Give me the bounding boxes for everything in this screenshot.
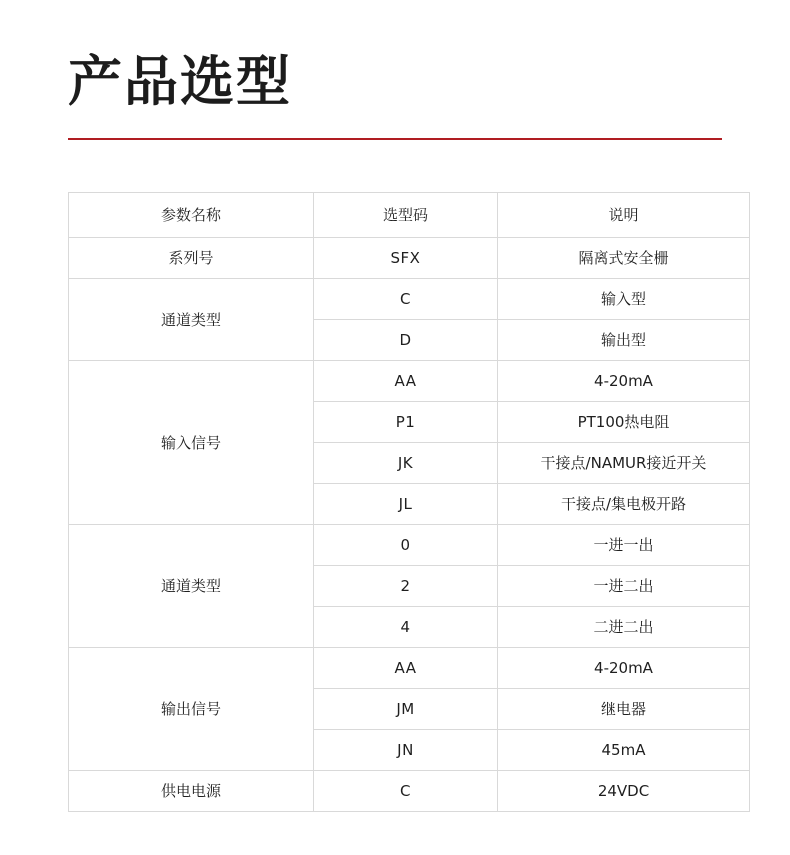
table-row xyxy=(69,770,750,811)
page-title: 产品选型 xyxy=(68,50,292,113)
selection-code: JL xyxy=(314,483,498,524)
selection-description: 干接点/集电极开路 xyxy=(498,483,750,524)
selection-code: 2 xyxy=(314,565,498,606)
selection-description: 输出型 xyxy=(498,319,750,360)
table-row xyxy=(69,524,750,565)
selection-description: PT100热电阻 xyxy=(498,401,750,442)
selection-code: JM xyxy=(314,688,498,729)
group-label: 通道类型 xyxy=(69,524,314,647)
selection-description: 一进二出 xyxy=(498,565,750,606)
group-label: 系列号 xyxy=(69,237,314,278)
selection-code: AA xyxy=(314,360,498,401)
table-body xyxy=(69,192,750,811)
table-header-row xyxy=(69,192,750,237)
selection-description: 一进一出 xyxy=(498,524,750,565)
selection-description: 隔离式安全栅 xyxy=(498,237,750,278)
product-selection-table xyxy=(68,192,750,812)
column-header-code: 选型码 xyxy=(314,192,498,237)
selection-code: 0 xyxy=(314,524,498,565)
table-row xyxy=(69,647,750,688)
selection-description: 4-20mA xyxy=(498,360,750,401)
selection-description: 24VDC xyxy=(498,770,750,811)
table-row xyxy=(69,360,750,401)
column-header-description: 说明 xyxy=(498,192,750,237)
group-label: 通道类型 xyxy=(69,278,314,360)
selection-description: 继电器 xyxy=(498,688,750,729)
column-header-parameter: 参数名称 xyxy=(69,192,314,237)
selection-description: 二进二出 xyxy=(498,606,750,647)
group-label: 供电电源 xyxy=(69,770,314,811)
table-row xyxy=(69,278,750,319)
selection-code: D xyxy=(314,319,498,360)
selection-code: C xyxy=(314,770,498,811)
selection-code: C xyxy=(314,278,498,319)
selection-description: 输入型 xyxy=(498,278,750,319)
selection-code: JK xyxy=(314,442,498,483)
title-divider xyxy=(68,138,722,140)
selection-code: SFX xyxy=(314,237,498,278)
group-label: 输入信号 xyxy=(69,360,314,524)
spec-table-container xyxy=(68,192,722,812)
selection-code: 4 xyxy=(314,606,498,647)
selection-description: 4-20mA xyxy=(498,647,750,688)
selection-code: AA xyxy=(314,647,498,688)
group-label: 输出信号 xyxy=(69,647,314,770)
title-block xyxy=(0,0,790,140)
selection-code: P1 xyxy=(314,401,498,442)
selection-description: 45mA xyxy=(498,729,750,770)
selection-description: 干接点/NAMUR接近开关 xyxy=(498,442,750,483)
selection-code: JN xyxy=(314,729,498,770)
table-row xyxy=(69,237,750,278)
